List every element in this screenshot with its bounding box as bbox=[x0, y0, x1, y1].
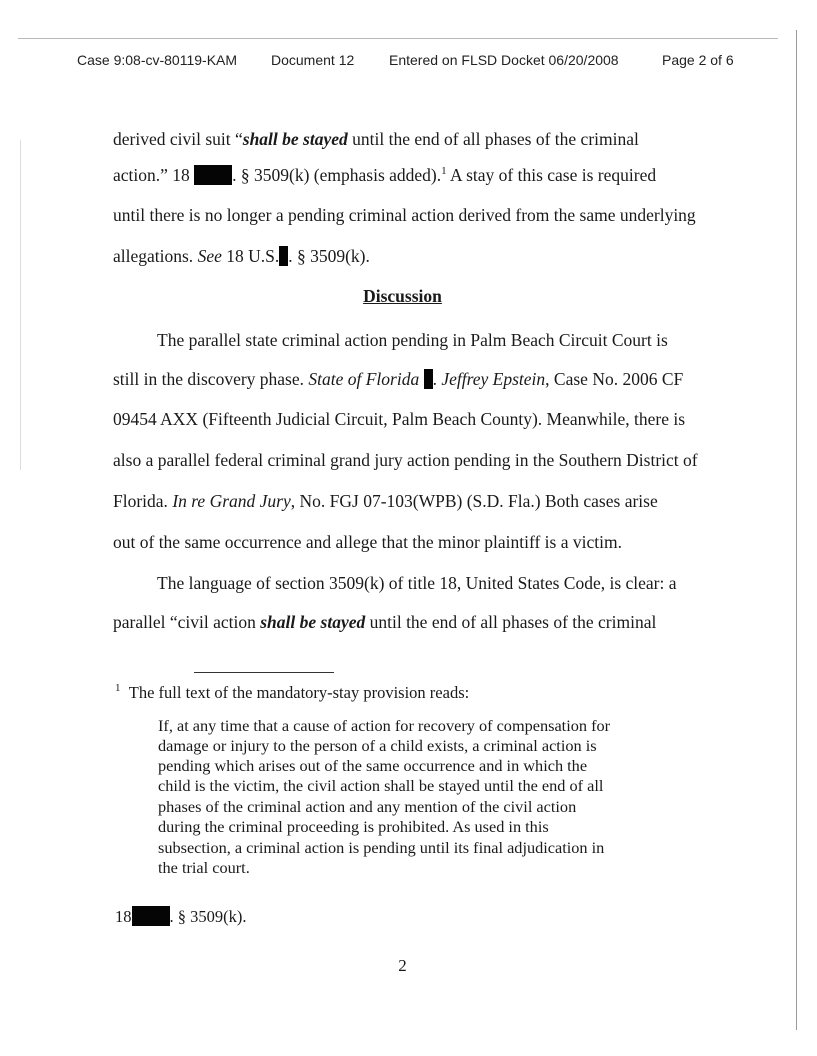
section-heading-text: Discussion bbox=[363, 286, 442, 306]
page-number bbox=[0, 956, 817, 976]
redaction-block bbox=[194, 165, 232, 185]
text-run: until the end of all phases of the criminal bbox=[347, 129, 639, 149]
text-run: until the end of all phases of the criminal bbox=[365, 612, 657, 632]
signal-see: See bbox=[197, 246, 222, 266]
header-document-number: Document 12 bbox=[271, 52, 355, 68]
text-run: The parallel state criminal action pending in Palm Beach Circuit Court is bbox=[157, 330, 668, 350]
body-line bbox=[113, 204, 696, 226]
text-run: , Case No. 2006 CF bbox=[545, 369, 684, 389]
header-case-number: Case 9:08-cv-80119-KAM bbox=[77, 52, 238, 68]
redaction-block bbox=[424, 369, 433, 389]
text-run: 18 U.S. bbox=[221, 246, 280, 266]
footnote-citation bbox=[115, 906, 247, 927]
body-line bbox=[113, 490, 658, 512]
quote-line: pending which arises out of the same occurrence and in which the bbox=[158, 756, 588, 775]
quote-line: phases of the criminal action and any mention of the civil action bbox=[158, 797, 577, 816]
case-name: State of Florida bbox=[308, 369, 420, 389]
body-line bbox=[157, 329, 668, 351]
emphasis-text: shall be stayed bbox=[260, 612, 366, 632]
text-run: until there is no longer a pending criminal action derived from the same underlying bbox=[113, 205, 696, 225]
text-run: . § 3509(k). bbox=[169, 907, 247, 926]
quote-line: damage or injury to the person of a child exists, a criminal action is bbox=[158, 736, 597, 755]
text-run: The language of section 3509(k) of title 18, United States Code, is clear: a bbox=[157, 573, 677, 593]
case-name: Jeffrey Epstein bbox=[441, 369, 546, 389]
footnote-separator bbox=[194, 672, 334, 673]
text-run: derived civil suit “ bbox=[113, 129, 243, 149]
text-run: . § 3509(k). bbox=[288, 246, 370, 266]
body-line bbox=[113, 449, 698, 471]
footnote-marker: 1 bbox=[115, 682, 121, 694]
quote-line: child is the victim, the civil action shall be stayed until the end of all bbox=[158, 776, 604, 795]
page-number-text: 2 bbox=[398, 956, 407, 975]
text-run: action.” 18 bbox=[113, 165, 195, 185]
body-line bbox=[113, 164, 656, 186]
quote-line: subsection, a criminal action is pending until its final adjudication in bbox=[158, 838, 605, 857]
text-run: still in the discovery phase. bbox=[113, 369, 309, 389]
scan-edge-top bbox=[18, 38, 778, 39]
emphasis-text: shall be stayed bbox=[242, 129, 348, 149]
text-run: . bbox=[432, 369, 442, 389]
text-run: A stay of this case is required bbox=[446, 165, 657, 185]
body-line bbox=[113, 611, 656, 633]
body-line bbox=[113, 408, 685, 430]
body-line bbox=[113, 128, 639, 150]
header-entered-date: Entered on FLSD Docket 06/20/2008 bbox=[389, 52, 619, 68]
quote-line: the trial court. bbox=[158, 858, 250, 877]
quote-line: during the criminal proceeding is prohibited. As used in this bbox=[158, 817, 549, 836]
body-line bbox=[113, 245, 370, 267]
text-run: 09454 AXX (Fifteenth Judicial Circuit, Palm Beach County). Meanwhile, there is bbox=[113, 409, 686, 429]
text-run: . § 3509(k) (emphasis added). bbox=[232, 165, 442, 185]
redaction-block bbox=[279, 246, 288, 266]
footnote-reference: 1 bbox=[441, 165, 447, 177]
redaction-block bbox=[132, 906, 170, 926]
footnote-intro bbox=[115, 683, 469, 703]
text-run: Florida. bbox=[113, 491, 173, 511]
text-run: out of the same occurrence and allege that the minor plaintiff is a victim. bbox=[113, 532, 622, 552]
text-run: The full text of the mandatory-stay provision reads: bbox=[128, 683, 470, 702]
body-line bbox=[113, 368, 683, 390]
case-name: In re Grand Jury bbox=[172, 491, 291, 511]
section-heading bbox=[0, 286, 817, 307]
text-run: also a parallel federal criminal grand jury action pending in the Southern District of bbox=[113, 450, 698, 470]
quote-line: If, at any time that a cause of action for recovery of compensation for bbox=[158, 716, 611, 735]
header-page-count: Page 2 of 6 bbox=[662, 52, 734, 68]
scan-edge-right bbox=[796, 30, 797, 1030]
text-run: allegations. bbox=[113, 246, 198, 266]
text-run: 18 bbox=[115, 907, 132, 926]
body-line bbox=[157, 572, 677, 594]
text-run: , No. FGJ 07-103(WPB) (S.D. Fla.) Both cases arise bbox=[290, 491, 658, 511]
text-run: parallel “civil action bbox=[113, 612, 261, 632]
body-line bbox=[113, 531, 622, 553]
